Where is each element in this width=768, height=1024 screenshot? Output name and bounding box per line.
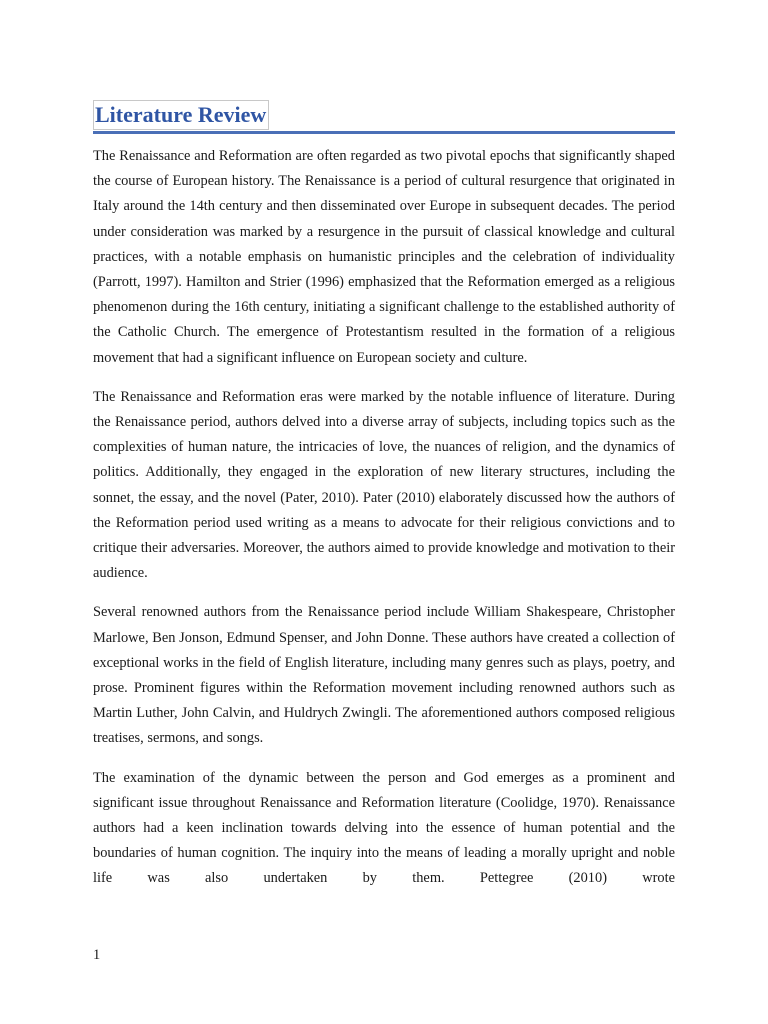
paragraph: The Renaissance and Reformation eras were marked by the notable influence of literature. During the Renaissance period, authors delved into a diverse array of subjects, including topics such as the complexities of human nature, the intricacies of love, the nuances of religion, and the dynamics of politics. Additionally, they engaged in the exploration of new literary structures, including the sonnet, the essay, and the novel (Pater, 2010). Pater (2010) elaborately discussed how the authors of the Reformation period used writing as a means to advocate for their religious convictions and to critique their adversaries. Moreover, the authors aimed to provide knowledge and motivation to their audience. <box>93 388 675 582</box>
heading-underline <box>93 131 675 134</box>
section-heading: Literature Review <box>93 100 269 130</box>
paragraph: The examination of the dynamic between the person and God emerges as a prominent and significant issue throughout Renaissance and Reformation literature (Coolidge, 1970). Renaissance authors had a keen inclination towards delving into the essence of human potential and the boundaries of human cognition. The inquiry into the means of leading a morally upright and noble life was also undertaken by them. Pettegree (2010) wrote <box>93 769 675 887</box>
heading-block <box>93 100 675 134</box>
body-text <box>93 144 675 906</box>
paragraph: The Renaissance and Reformation are often regarded as two pivotal epochs that significantly shaped the course of European history. The Renaissance is a period of cultural resurgence that originated in Italy around the 14th century and then disseminated over Europe in subsequent decades. The period under consideration was marked by a resurgence in the pursuit of classical knowledge and cultural practices, with a notable emphasis on humanistic principles and the celebration of individuality (Parrott, 1997). Hamilton and Strier (1996) emphasized that the Reformation emerged as a religious phenomenon during the 16th century, initiating a significant challenge to the established authority of the Catholic Church. The emergence of Protestantism resulted in the formation of a religious movement that had a significant influence on European society and culture. <box>93 148 675 366</box>
paragraph: Several renowned authors from the Renaissance period include William Shakespeare, Christopher Marlowe, Ben Jonson, Edmund Spenser, and John Donne. These authors have created a collection of exceptional works in the field of English literature, including many genres such as plays, poetry, and prose. Prominent figures within the Reformation movement including renowned authors such as Martin Luther, John Calvin, and Huldrych Zwingli. The aforementioned authors composed religious treatises, sermons, and songs. <box>93 604 675 747</box>
page-number: 1 <box>93 947 101 963</box>
